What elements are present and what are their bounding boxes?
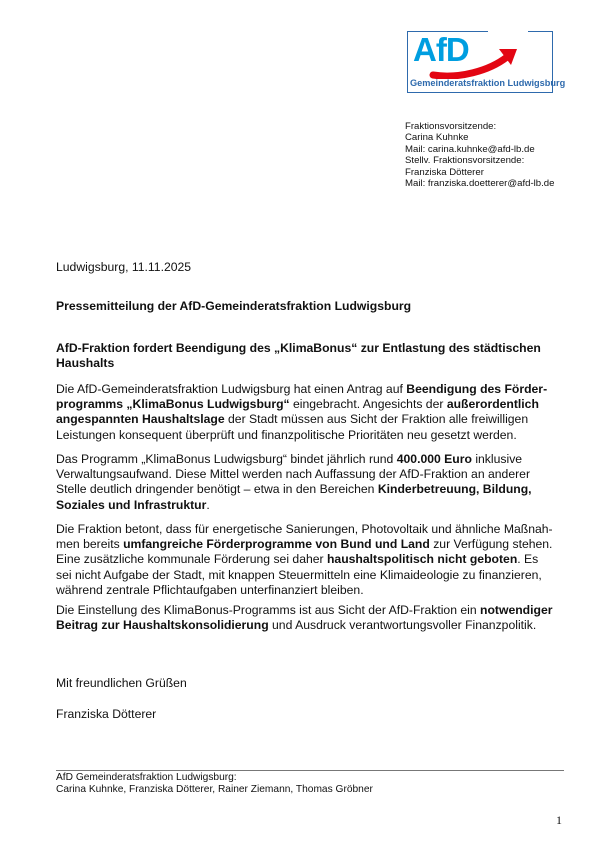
logo-subtitle: Gemeinderatsfraktion Ludwigsburg [410,78,566,88]
body-text: der Stadt müssen aus Sicht der Fraktion alle freiwilligen Leistungen konsequent überprüft und finanzpolitische Prioritäten neu gesetzt werden. [56,412,529,442]
logo-wordmark: AfD [413,31,469,68]
emphasis-text: haushaltspolitisch nicht geboten [326,552,518,567]
body-text: Die Fraktion betont, dass für energetische Sanierungen, Photovoltaik und ähnliche Maßnahmen bereits [56,522,553,552]
contact-block [405,121,554,189]
headline: AfD-Fraktion fordert Beendigung des „KlimaBonus“ zur Entlastung des städtischen Haushalts [56,341,541,371]
body-paragraph [56,603,556,633]
signature: Franziska Dötterer [56,707,157,721]
contact-mail-deputy: Mail: franziska.doetterer@afd-lb.de [405,178,555,190]
emphasis-text: Beendigung des Förderprogramms „KlimaBonus Ludwigsburg“ [56,382,548,412]
emphasis-text: Kinderbetreuung, Bildung, Soziales und Infrastruktur [56,482,532,512]
emphasis-text: notwendiger Beitrag zur Haushaltskonsolidierung [56,603,553,633]
body-text: und Ausdruck verantwortungsvoller Finanzpolitik. [268,618,537,633]
logo-arrow-icon [429,45,519,79]
footer-members: Carina Kuhnke, Franziska Dötterer, Rainer Ziemann, Thomas Gröbner [56,784,373,796]
contact-role-chair: Fraktionsvorsitzende: [405,121,497,132]
body-text: eingebracht. Angesichts der [289,397,447,412]
closing-greeting: Mit freundlichen Grüßen [56,676,187,690]
contact-mail-chair: Mail: carina.kuhnke@afd-lb.de [405,143,535,155]
contact-name-deputy: Franziska Dötterer [405,166,484,178]
body-text: inklusive Verwaltungsaufwand. Diese Mittel werden nach Auffassung der AfD-Fraktion an anderer Stelle deutlich dringender benötigt – etwa in den Bereichen [56,452,531,497]
body-text: Das Programm „KlimaBonus Ludwigsburg“ bindet jährlich rund [56,452,397,466]
body-text: Die Einstellung des KlimaBonus-Programms ist aus Sicht der AfD-Fraktion ein [56,603,481,617]
contact-name-chair: Carina Kuhnke [405,132,469,144]
body-text: . Es sei nicht Aufgabe der Stadt, mit knappen Steuermitteln eine Klimaideologie zu finanzieren, während zentrale Pflichtaufgaben unterfinanziert bleiben. [56,552,542,597]
body-paragraph [56,452,556,513]
press-title: Pressemitteilung der AfD-Gemeinderatsfraktion Ludwigsburg [56,299,412,313]
emphasis-text: außerordentlich angespannten Haushaltslage [56,397,539,427]
footer-org: AfD Gemeinderatsfraktion Ludwigsburg: [56,772,237,783]
emphasis-text: 400.000 Euro [396,452,472,466]
emphasis-text: umfangreiche Förderprogramme von Bund und Land [123,537,430,552]
afd-logo [407,31,566,93]
body-paragraph [56,522,556,598]
body-text: . [206,497,210,512]
footer [56,772,373,797]
letter-date: Ludwigsburg, 11.11.2025 [56,260,192,274]
footer-divider [56,770,564,771]
page-number: 1 [556,813,562,827]
body-text: Die AfD-Gemeinderatsfraktion Ludwigsburg hat einen Antrag auf [56,382,407,396]
body-text: zur Verfügung stehen. Eine zusätzliche kommunale Förderung sei daher [56,537,553,567]
body-paragraph [56,382,556,443]
contact-role-deputy: Stellv. Fraktionsvorsitzende: [405,155,525,167]
